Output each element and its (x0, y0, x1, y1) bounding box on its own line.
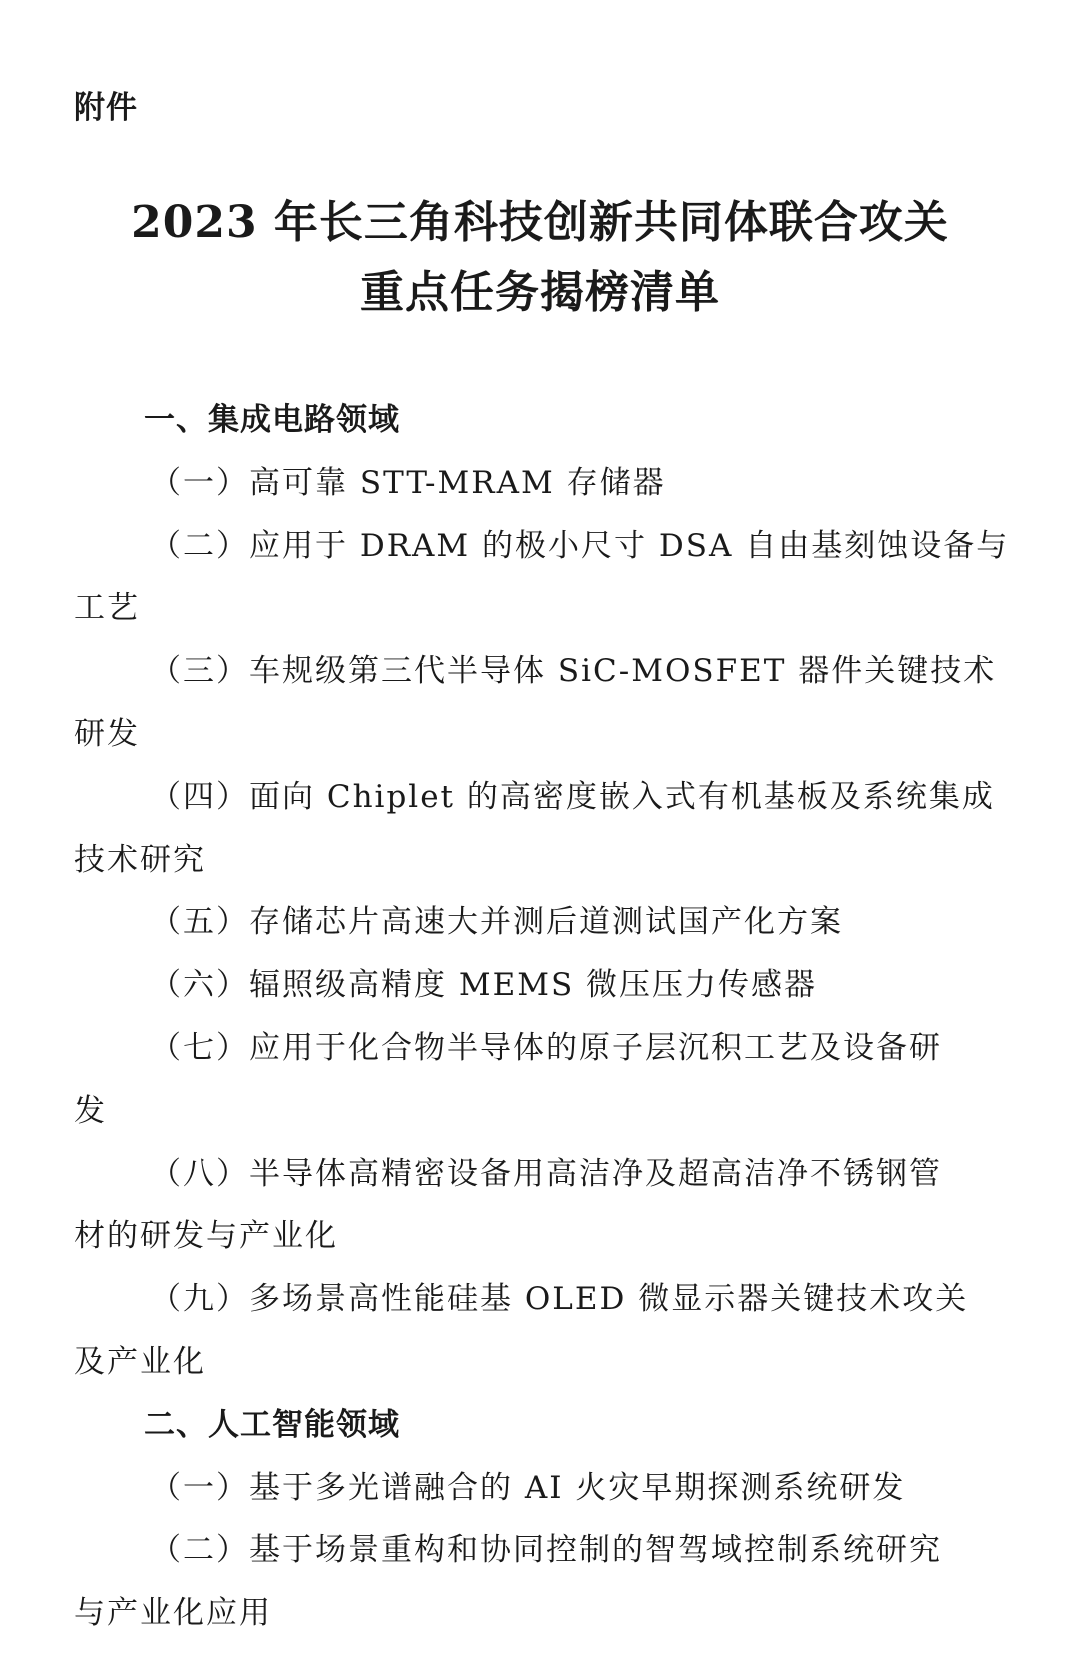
task-item-continuation: 工艺 (74, 590, 140, 627)
task-item: （八）半导体高精密设备用高洁净及超高洁净不锈钢管 (150, 1155, 942, 1192)
section-heading: 一、集成电路领域 (144, 402, 400, 438)
task-item-continuation: 材的研发与产业化 (74, 1218, 338, 1255)
task-item-continuation: 发 (74, 1092, 107, 1129)
task-item: （七）应用于化合物半导体的原子层沉积工艺及设备研 (150, 1029, 942, 1066)
task-item: （一）基于多光谱融合的 AI 火灾早期探测系统研发 (150, 1469, 906, 1506)
task-item: （五）存储芯片高速大并测后道测试国产化方案 (150, 904, 843, 941)
task-item: （九）多场景高性能硅基 OLED 微显示器关键技术攻关 (150, 1281, 969, 1318)
task-item-continuation: 及产业化 (74, 1343, 206, 1380)
task-item: （一）高可靠 STT-MRAM 存储器 (150, 464, 666, 501)
task-item-continuation: 技术研究 (74, 841, 206, 878)
section-heading: 二、人工智能领域 (144, 1406, 400, 1443)
task-list (74, 400, 1010, 1656)
document-title-line-1: 2023 年长三角科技创新共同体联合攻关 (131, 197, 949, 248)
task-item: （六）辐照级高精度 MEMS 微压压力传感器 (150, 967, 818, 1004)
task-item: （二）基于场景重构和协同控制的智驾域控制系统研究 (150, 1532, 942, 1569)
task-item: （四）面向 Chiplet 的高密度嵌入式有机基板及系统集成 (150, 778, 995, 815)
task-item: （三）车规级第三代半导体 SiC-MOSFET 器件关键技术 (150, 653, 997, 690)
attachment-label: 附件 (74, 90, 138, 126)
task-item-continuation: 研发 (74, 715, 140, 752)
document-title-line-2: 重点任务揭榜清单 (360, 267, 720, 318)
task-item-continuation: 与产业化应用 (74, 1595, 272, 1632)
task-item: （二）应用于 DRAM 的极小尺寸 DSA 自由基刻蚀设备与 (150, 527, 1010, 564)
